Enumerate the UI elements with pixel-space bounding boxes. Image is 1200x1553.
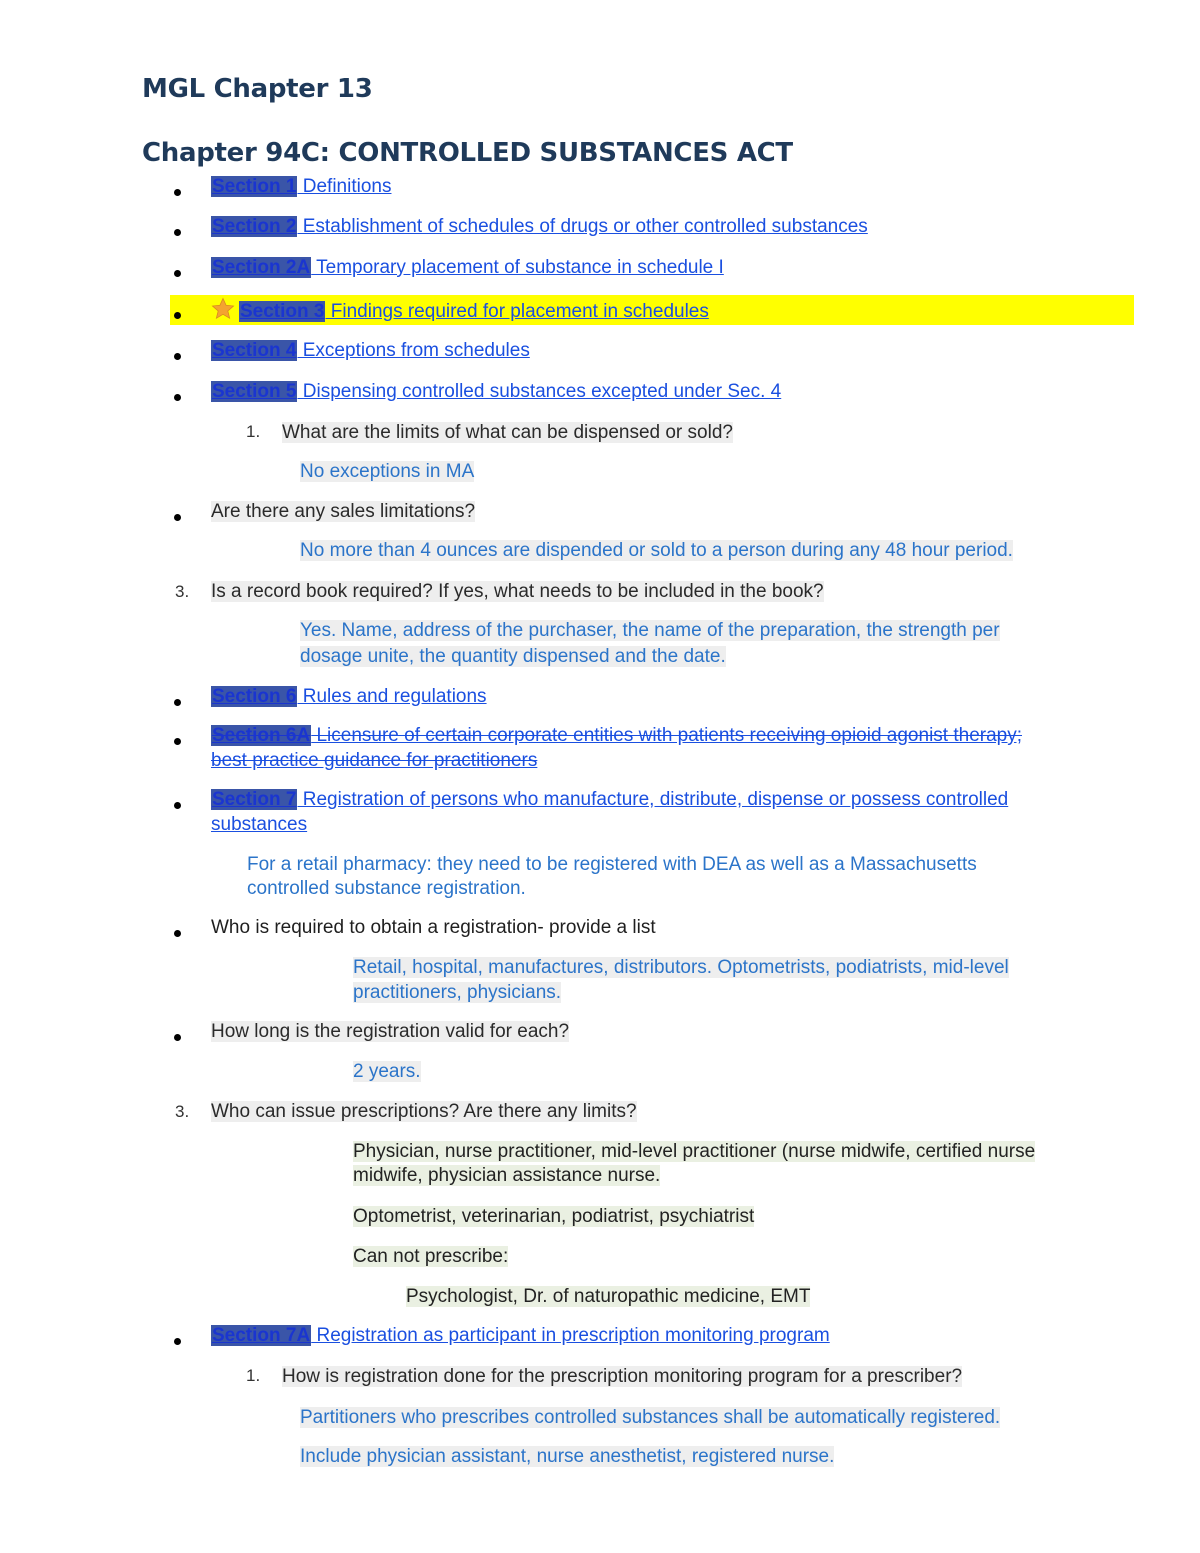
question-3: Is a record book required? If yes, what needs to be included in the book? — [211, 581, 824, 602]
section-title[interactable]: Dispensing controlled substances excepted under Sec. 4 — [297, 381, 782, 402]
answer-7-d: Psychologist, Dr. of naturopathic medicine, EMT — [406, 1286, 811, 1307]
bullet-icon — [174, 930, 181, 937]
answer-3: Yes. Name, address of the purchaser, the name of the preparation, the strength per — [300, 620, 1000, 641]
section-number[interactable]: Section 6 — [212, 686, 297, 707]
section-link-2a[interactable] — [211, 255, 724, 280]
bullet-icon — [174, 189, 181, 196]
bullet-icon — [174, 353, 181, 360]
section-link-7a[interactable] — [211, 1323, 830, 1348]
section-link-1[interactable] — [211, 174, 391, 199]
list-number: 1. — [246, 1366, 261, 1385]
bullet-icon — [174, 1338, 181, 1345]
section-title[interactable]: Exceptions from schedules — [297, 340, 530, 361]
bullet-icon — [174, 738, 181, 745]
section-link-6a[interactable] — [211, 723, 1022, 748]
answer-5: Retail, hospital, manufactures, distributors. Optometrists, podiatrists, mid-level — [353, 957, 1009, 978]
bullet-icon — [174, 312, 181, 319]
bullet-icon — [174, 229, 181, 236]
bullet-icon — [174, 394, 181, 401]
bullet-icon — [174, 699, 181, 706]
section-link-4[interactable] — [211, 338, 530, 363]
answer-7-b: Optometrist, veterinarian, podiatrist, psychiatrist — [353, 1206, 755, 1227]
bullet-icon — [174, 514, 181, 521]
answer-8: Partitioners who prescribes controlled substances shall be automatically registered. — [300, 1407, 1001, 1428]
section-link-3[interactable] — [211, 297, 709, 324]
section-link-6[interactable] — [211, 684, 487, 709]
star-icon — [211, 297, 235, 321]
section-number[interactable]: Section 2 — [212, 216, 297, 237]
question-2: Are there any sales limitations? — [211, 501, 476, 522]
section-number[interactable]: Section 6A — [212, 725, 311, 746]
bullet-icon — [174, 1034, 181, 1041]
list-number: 3. — [175, 582, 190, 601]
section-title[interactable]: Establishment of schedules of drugs or other controlled substances — [297, 216, 868, 237]
section-number[interactable]: Section 4 — [212, 340, 297, 361]
answer-7-c: Can not prescribe: — [353, 1246, 509, 1267]
answer-6: 2 years. — [353, 1061, 421, 1082]
section-number[interactable]: Section 5 — [212, 381, 297, 402]
section-link-2[interactable] — [211, 214, 868, 239]
answer-8-b: Include physician assistant, nurse anesthetist, registered nurse. — [300, 1446, 835, 1467]
section-link-5[interactable] — [211, 379, 781, 404]
section-title[interactable]: Registration of persons who manufacture, distribute, dispense or possess controlled — [297, 789, 1009, 810]
answer-7: Physician, nurse practitioner, mid-level practitioner (nurse midwife, certified nurse — [353, 1141, 1036, 1162]
answer-3-cont: dosage unite, the quantity dispensed and the date. — [300, 646, 726, 667]
section-title[interactable]: Temporary placement of substance in schedule I — [311, 257, 724, 278]
bullet-icon — [174, 802, 181, 809]
section-number[interactable]: Section 1 — [212, 176, 297, 197]
section-link-6a-cont[interactable]: best practice guidance for practitioners — [211, 750, 538, 771]
list-number: 3. — [175, 1102, 190, 1121]
answer-2: No more than 4 ounces are dispended or sold to a person during any 48 hour period. — [300, 540, 1013, 561]
section-title[interactable]: Definitions — [297, 176, 392, 197]
section-title[interactable]: Rules and regulations — [297, 686, 487, 707]
document-title: MGL Chapter 13 — [142, 74, 373, 104]
answer-5-cont: practitioners, physicians. — [353, 982, 562, 1003]
question-5: Who is required to obtain a registration- provide a list — [211, 917, 656, 938]
section-number[interactable]: Section 3 — [240, 301, 325, 322]
section-title[interactable]: Findings required for placement in schedules — [325, 301, 709, 322]
section-number[interactable]: Section 7 — [212, 789, 297, 810]
bullet-icon — [174, 270, 181, 277]
section-link-7[interactable] — [211, 787, 1008, 812]
answer-7-cont: midwife, physician assistance nurse. — [353, 1165, 661, 1186]
question-1: What are the limits of what can be dispensed or sold? — [282, 422, 733, 443]
question-8: How is registration done for the prescription monitoring program for a prescriber? — [282, 1366, 963, 1387]
section-title[interactable]: Registration as participant in prescription monitoring program — [311, 1325, 830, 1346]
answer-4: For a retail pharmacy: they need to be registered with DEA as well as a Massachusetts — [247, 854, 977, 875]
list-number: 1. — [246, 422, 261, 441]
section-link-7-cont[interactable]: substances — [211, 814, 308, 835]
section-title[interactable]: Licensure of certain corporate entities with patients receiving opioid agonist therapy; — [311, 725, 1022, 746]
section-number[interactable]: Section 2A — [212, 257, 311, 278]
question-6: How long is the registration valid for each? — [211, 1021, 570, 1042]
section-number[interactable]: Section 7A — [212, 1325, 311, 1346]
answer-4-cont: controlled substance registration. — [247, 878, 526, 899]
question-7: Who can issue prescriptions? Are there any limits? — [211, 1101, 637, 1122]
chapter-heading: Chapter 94C: CONTROLLED SUBSTANCES ACT — [142, 138, 793, 168]
answer-1: No exceptions in MA — [300, 461, 475, 482]
